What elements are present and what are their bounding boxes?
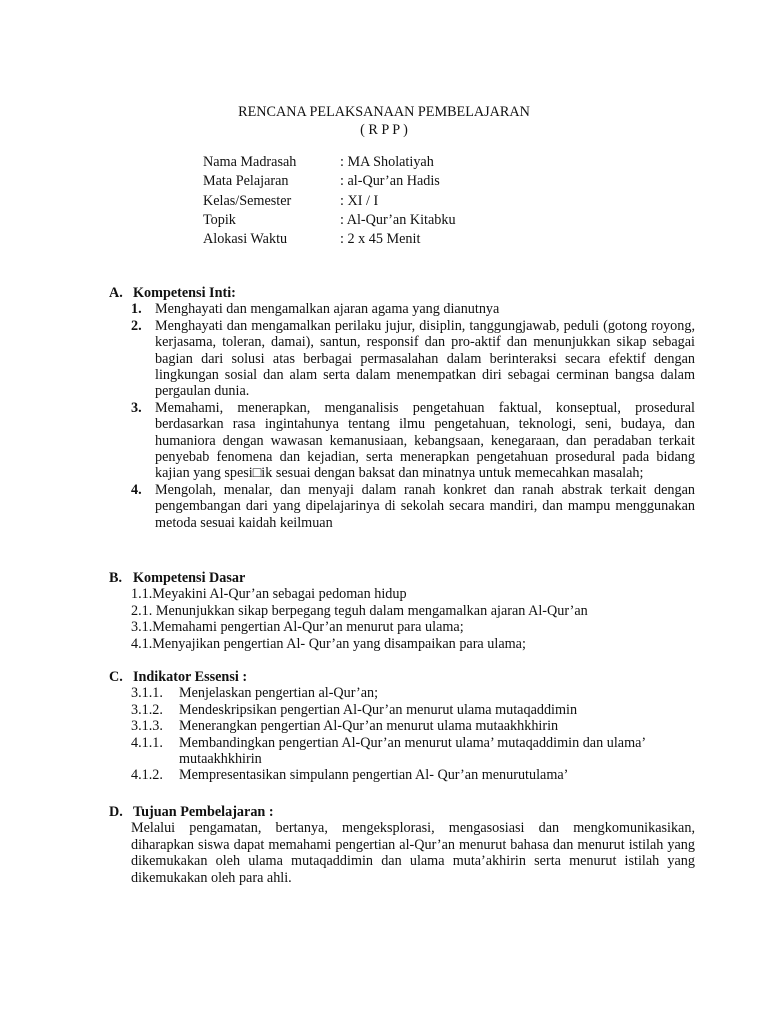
- document-subtitle: ( R P P ): [360, 122, 408, 138]
- kompetensi-inti-list: [131, 301, 695, 531]
- list-item: [131, 735, 695, 768]
- identity-label: Alokasi Waktu: [203, 231, 288, 248]
- section-letter: C.: [109, 669, 123, 685]
- list-item: 4.1.Menyajikan pengertian Al- Qur’an yang disampaikan para ulama;: [131, 635, 526, 652]
- list-number: 2.: [131, 317, 142, 334]
- section-indikator: [109, 669, 695, 784]
- section-heading: [109, 285, 695, 301]
- list-number: 4.1.1.: [131, 734, 163, 751]
- list-number: 3.1.1.: [131, 685, 163, 702]
- list-text: Mengolah, menalar, dan menyaji dalam ranah konkret dan ranah abstrak terkait dengan pengembangan dari yang dipelajarinya di sekolah secara mandiri, dan mampu menggunakan metoda sesuai kaidah keilmuan: [155, 481, 695, 531]
- identity-row: [203, 192, 456, 211]
- section-letter: B.: [109, 570, 123, 586]
- section-letter: A.: [109, 285, 123, 301]
- list-item: [131, 301, 695, 317]
- document-title: RENCANA PELAKSANAAN PEMBELAJARAN: [238, 104, 530, 120]
- list-number: 3.1.3.: [131, 718, 163, 735]
- list-item: [131, 685, 695, 701]
- section-title: Kompetensi Inti:: [133, 285, 236, 301]
- identity-label: Mata Pelajaran: [203, 173, 289, 190]
- list-item: [131, 482, 695, 531]
- list-text: Membandingkan pengertian Al-Qur’an menurut ulama’ mutaqaddimin dan ulama’ mutaakhkhirin: [179, 734, 646, 768]
- list-item: [131, 767, 695, 783]
- list-text: Menghayati dan mengamalkan perilaku jujur, disiplin, tanggungjawab, peduli (gotong royong, kerjasama, toleran, damai), santun, responsif dan pro-aktif dan menunjukkan sikap sebagai bagian dari solusi atas berbagai permasalahan dalam berinteraksi secara efektif dengan lingkungan sosial dan alam serta dalam menempatkan diri sebagai cerminan bangsa dalam pergaulan dunia.: [155, 317, 695, 400]
- list-item: 1.1.Meyakini Al-Qur’an sebagai pedoman hidup: [131, 586, 407, 603]
- identity-value: : Al-Qur’an Kitabku: [340, 211, 456, 228]
- identity-row: [203, 211, 456, 230]
- identity-label: Nama Madrasah: [203, 154, 297, 170]
- list-item: [131, 718, 695, 734]
- list-item: 2.1. Menunjukkan sikap berpegang teguh dalam mengamalkan ajaran Al-Qur’an: [131, 602, 588, 619]
- section-heading: [109, 570, 695, 586]
- list-number: 4.1.2.: [131, 767, 163, 784]
- section-heading: [109, 804, 695, 820]
- list-text: Menerangkan pengertian Al-Qur’an menurut ulama mutaakhkhirin: [179, 718, 559, 735]
- section-tujuan: [109, 804, 695, 886]
- identity-value: : MA Sholatiyah: [340, 154, 434, 170]
- identity-row: [203, 230, 456, 249]
- list-text: Menghayati dan mengamalkan ajaran agama yang dianutnya: [155, 301, 500, 318]
- identity-label: Topik: [203, 211, 236, 228]
- list-number: 3.: [131, 399, 142, 416]
- list-item: [131, 702, 695, 718]
- section-kompetensi-dasar: [109, 570, 695, 652]
- section-title: Tujuan Pembelajaran :: [133, 804, 274, 820]
- section-title: Kompetensi Dasar: [133, 570, 246, 586]
- section-heading: [109, 669, 695, 685]
- list-number: 3.1.2.: [131, 701, 163, 718]
- list-text: Mempresentasikan simpulann pengertian Al- Qur’an menurutulama’: [179, 767, 569, 784]
- identity-row: [203, 172, 456, 191]
- kompetensi-dasar-list: [131, 586, 695, 652]
- identity-value: : 2 x 45 Menit: [340, 231, 421, 248]
- identity-label: Kelas/Semester: [203, 192, 292, 209]
- list-text: Mendeskripsikan pengertian Al-Qur’an menurut ulama mutaqaddimin: [179, 701, 578, 718]
- list-number: 4.: [131, 481, 142, 498]
- list-text: Menjelaskan pengertian al-Qur’an;: [179, 685, 379, 702]
- section-title: Indikator Essensi :: [133, 669, 248, 685]
- tujuan-paragraph: Melalui pengamatan, bertanya, mengeksplorasi, mengasosiasi dan mengkomunikasikan, diharapkan siswa dapat memahami pengertian al-Qur’an menurut bahasa dan menurut istilah yang dikemukakan oleh ulama mutaqaddimin dan ulama muta’akhirin serta menurut istilah yang dikemukakan oleh para ahli.: [131, 820, 695, 886]
- identity-value: : al-Qur’an Hadis: [340, 173, 440, 190]
- identity-table: [203, 153, 456, 249]
- section-kompetensi-inti: [109, 285, 695, 531]
- section-letter: D.: [109, 804, 123, 820]
- list-item: 3.1.Memahami pengertian Al-Qur’an menurut para ulama;: [131, 619, 464, 636]
- list-item: [131, 318, 695, 400]
- list-number: 1.: [131, 301, 142, 318]
- indikator-list: [131, 685, 695, 783]
- identity-row: [203, 153, 456, 172]
- list-text: Memahami, menerapkan, menganalisis pengetahuan faktual, konseptual, prosedural berdasarkan rasa ingintahunya tentang ilmu pengetahuan, teknologi, seni, budaya, dan humaniora dengan wawasan kemanusiaan, kebangsaan, kenegaraan, dan peradaban terkait penyebab fenomena dan kejadian, serta menerapkan pengetahuan prosedural pada bidang kajian yang spesi□ik sesuai dengan baksat dan minatnya untuk memecahkan masalah;: [155, 399, 695, 482]
- identity-value: : XI / I: [340, 192, 379, 209]
- list-item: [131, 400, 695, 482]
